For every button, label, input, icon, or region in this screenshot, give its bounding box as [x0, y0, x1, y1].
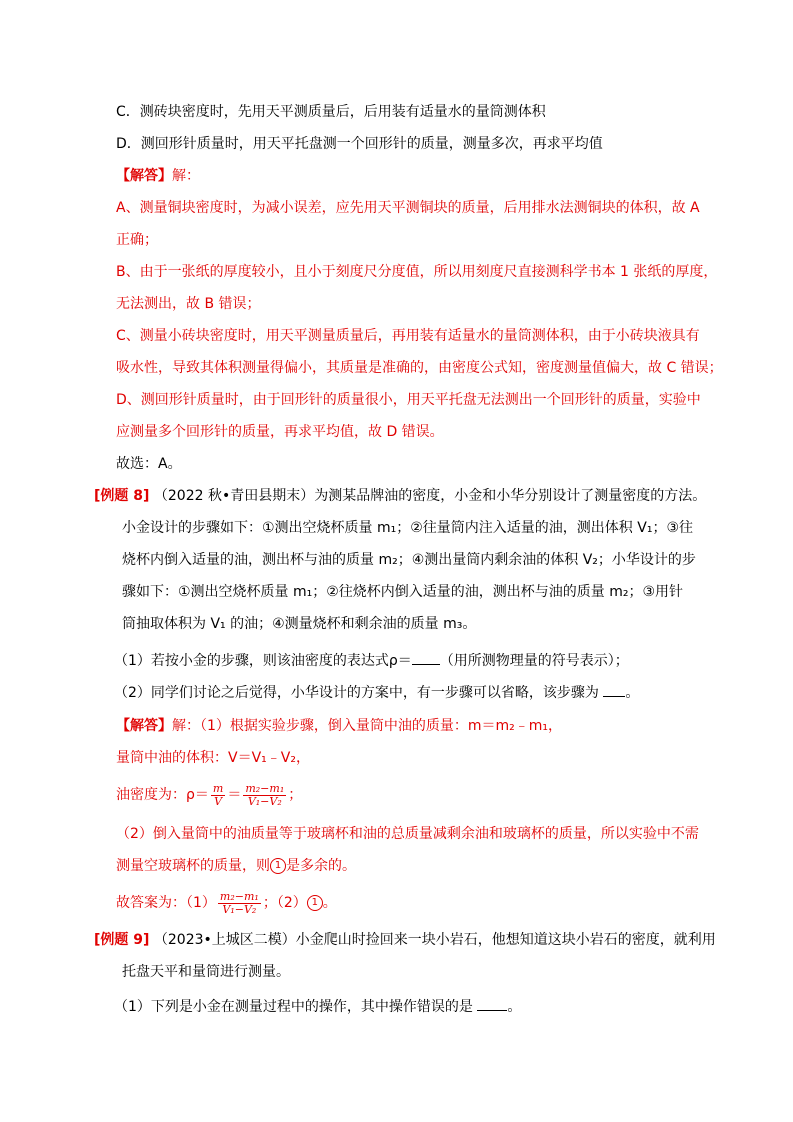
question-2-suffix: 。 — [625, 685, 640, 701]
example-8-intro: （2022 秋•青田县期末）为测某品牌油的密度，小金和小华分别设计了测量密度的方法。 — [153, 488, 707, 504]
answer-1-b-line2: 无法测出，故 B 错误； — [116, 296, 261, 312]
example-8-step-2: 烧杯内倒入适量的油，测出杯与油的质量 m₂；④测出量筒内剩余油的体积 V₂；小华设计的步 — [122, 552, 696, 568]
example-8-question-2 — [114, 682, 639, 703]
answer-1-a-line1: A、测量铜块密度时，为减小误差，应先用天平测铜块的质量，后用排水法测铜块的体积，故 A — [116, 200, 700, 216]
example-9-question-1 — [114, 996, 521, 1017]
fraction-denominator: V₁−V₂ — [222, 902, 257, 916]
answer-blank — [412, 650, 440, 665]
option-c: C．测砖块密度时，先用天平测质量后，后用装有适量水的量筒测体积 — [116, 104, 546, 120]
final-answer-label: 故答案为：（1） — [116, 895, 216, 911]
answer-1-header — [116, 166, 200, 186]
fraction-numerator: m₂−m₁ — [219, 889, 259, 903]
answer-tag: 【解答】 — [116, 168, 172, 184]
fraction-denominator: V — [214, 794, 223, 808]
answer-1-a-line2: 正确； — [116, 232, 158, 248]
density-label: 油密度为：ρ＝ — [116, 787, 209, 803]
answer-8-line-3 — [116, 780, 302, 810]
example-8-label: [例题 8] — [94, 488, 150, 504]
question-1-text: （1）若按小金的步骤，则该油密度的表达式ρ＝ — [114, 653, 412, 669]
example-8-step-1: 小金设计的步骤如下：①测出空烧杯质量 m₁；②往量筒内注入适量的油，测出体积 V₁；③往 — [122, 520, 693, 536]
part-2-suffix: 是多余的。 — [286, 858, 356, 874]
answer-blank — [477, 996, 507, 1011]
final-answer-part-2: ；（2） — [262, 895, 307, 911]
line-end: ； — [288, 787, 303, 803]
example-8-step-3: 骤如下：①测出空烧杯质量 m₁；②往烧杯内倒入适量的油，测出杯与油的质量 m₂；③用针 — [122, 584, 684, 600]
question-1-suffix: 。 — [507, 999, 522, 1015]
fraction-numerator: m₂−m₁ — [245, 781, 285, 795]
example-9-step-1: 托盘天平和量筒进行测量。 — [122, 964, 290, 980]
answer-1-d-line1: D、测回形针质量时，由于回形针的质量很小，用天平托盘无法测出一个回形针的质量，实验中 — [116, 392, 701, 408]
answer-tag: 【解答】 — [116, 718, 172, 734]
example-8-step-4: 筒抽取体积为 V₁ 的油；④测量烧杯和剩余油的质量 m₃。 — [122, 616, 477, 632]
example-8-heading — [94, 486, 706, 506]
example-9-label: [例题 9] — [94, 932, 150, 948]
answer-1-c-line1: C、测量小砖块密度时，用天平测量质量后，再用装有适量水的量筒测体积，由于小砖块液具有 — [116, 328, 700, 344]
answer-8-final — [116, 888, 337, 918]
answer-8-line-1 — [116, 716, 562, 736]
answer-1-c-line2: 吸水性，导致其体积测量得偏小，其质量是准确的，由密度公式知，密度测量值偏大，故 C 错误； — [116, 360, 723, 376]
example-9-intro: （2023•上城区二模）小金爬山时捡回来一块小岩石，他想知道这块小岩石的密度，就利用 — [153, 932, 716, 948]
fraction-numerator: m — [212, 781, 224, 795]
circled-one: 1 — [307, 895, 323, 911]
example-8-question-1 — [114, 650, 629, 671]
question-1-text: （1）下列是小金在测量过程中的操作，其中操作错误的是 — [114, 999, 473, 1015]
answer-1-d-line2: 应测量多个回形针的质量，再求平均值，故 D 错误。 — [116, 424, 444, 440]
fraction-denominator: V₁−V₂ — [247, 794, 282, 808]
answer-8-part-2-line-2 — [116, 856, 356, 876]
equals-sign: ＝ — [227, 787, 242, 803]
answer-blank — [603, 682, 625, 697]
circled-one: 1 — [270, 858, 286, 874]
fraction-density — [243, 783, 286, 808]
example-9-heading — [94, 930, 716, 950]
answer-1-b-line1: B、由于一张纸的厚度较小，且小于刻度尺分度值，所以用刻度尺直接测科学书本 1 张纸的厚度， — [116, 264, 718, 280]
answer-8-line-2: 量筒中油的体积：V＝V₁﹣V₂， — [116, 750, 310, 766]
final-answer-end: 。 — [322, 895, 337, 911]
fraction-m-over-v — [211, 783, 225, 808]
answer-prefix: 解： — [172, 168, 200, 184]
final-fraction — [218, 891, 261, 916]
question-1-suffix: （用所测物理量的符号表示）； — [439, 653, 629, 669]
answer-8-part-2-line-1: （2）倒入量筒中的油质量等于玻璃杯和油的总质量减剩余油和玻璃杯的质量，所以实验中不需 — [116, 826, 699, 842]
answer-1-choice: 故选：A。 — [116, 456, 182, 472]
question-2-text: （2）同学们讨论之后觉得，小华设计的方案中，有一步骤可以省略，该步骤为 — [114, 685, 599, 701]
answer-8-text: 解：（1）根据实验步骤，倒入量筒中油的质量：m＝m₂﹣m₁， — [172, 718, 563, 734]
option-d: D．测回形针质量时，用天平托盘测一个回形针的质量，测量多次，再求平均值 — [116, 136, 603, 152]
part-2-text: 测量空玻璃杯的质量，则 — [116, 858, 270, 874]
